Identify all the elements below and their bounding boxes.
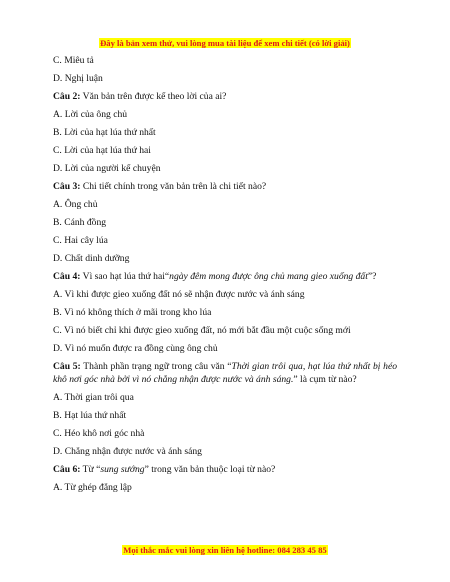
q4-option-b: B. Vì nó không thích ở mãi trong kho lúa <box>53 307 212 318</box>
question-4-text-end: ”? <box>367 271 377 282</box>
question-3-text: Chi tiết chính trong văn bản trên là chi tiết nào? <box>80 181 267 192</box>
question-2 <box>53 90 397 103</box>
q3-option-c: C. Hai cây lúa <box>53 235 108 246</box>
question-5-quote: Thời gian trôi qua, hạt lúa thứ nhất bị héo khô nơi góc nhà bởi vì nó chẳng nhận được nước và ánh sáng. <box>53 361 398 385</box>
q2-option-a: A. Lời của ông chủ <box>53 109 128 120</box>
preview-notice-text: Đây là bản xem thử, vui lòng mua tài liệu để xem chi tiết (có lời giải) <box>100 38 350 48</box>
question-6-text-end: ” trong văn bản thuộc loại từ nào? <box>144 464 276 475</box>
q5-option-d: D. Chẳng nhận được nước và ánh sáng <box>53 446 202 457</box>
q3-option-d: D. Chất dinh dưỡng <box>53 253 130 264</box>
q4-option-d: D. Vì nó muốn được ra đồng cùng ông chủ <box>53 343 218 354</box>
q5-option-b: B. Hạt lúa thứ nhất <box>53 410 127 421</box>
preview-notice-banner <box>0 38 450 48</box>
q2-option-b: B. Lời của hạt lúa thứ nhất <box>53 127 156 138</box>
q5-option-c: C. Héo khô nơi góc nhà <box>53 428 145 439</box>
option-prev-c: C. Miêu tả <box>53 55 94 66</box>
question-5 <box>53 360 397 386</box>
q3-option-b: B. Cánh đồng <box>53 217 107 228</box>
question-3-label: Câu 3: <box>53 181 81 192</box>
q2-option-c: C. Lời của hạt lúa thứ hai <box>53 145 151 156</box>
question-5-label: Câu 5: <box>53 361 81 372</box>
option-prev-d: D. Nghị luận <box>53 73 103 84</box>
document-body <box>53 54 397 499</box>
question-4-label: Câu 4: <box>53 271 81 282</box>
question-6-text: Từ “ <box>80 464 101 475</box>
question-4 <box>53 270 397 283</box>
q3-option-a: A. Ông chủ <box>53 199 98 210</box>
question-6 <box>53 463 397 476</box>
hotline-banner <box>0 545 450 555</box>
question-3 <box>53 180 397 193</box>
question-6-quote: sung sướng <box>100 464 145 475</box>
question-6-label: Câu 6: <box>53 464 81 475</box>
question-5-text-end: ” là cụm từ nào? <box>293 374 357 385</box>
hotline-text: Mọi thắc mắc vui lòng xin liên hệ hotline: 084 283 45 85 <box>123 545 327 555</box>
q4-option-c: C. Vì nó biết chỉ khi được gieo xuống đất, nó mới bắt đầu một cuộc sống mới <box>53 325 351 336</box>
q5-option-a: A. Thời gian trôi qua <box>53 392 134 403</box>
question-4-quote: ngày đêm mong được ông chủ mang gieo xuống đất <box>169 271 368 282</box>
question-5-text: Thành phần trạng ngữ trong câu văn “ <box>80 361 232 372</box>
question-4-text: Vì sao hạt lúa thứ hai“ <box>80 271 170 282</box>
q2-option-d: D. Lời của người kể chuyện <box>53 163 161 174</box>
question-2-text: Văn bản trên được kể theo lời của ai? <box>80 91 227 102</box>
q6-option-a: A. Từ ghép đẳng lập <box>53 482 132 493</box>
q4-option-a: A. Vì khi được gieo xuống đất nó sẽ nhận được nước và ánh sáng <box>53 289 305 300</box>
question-2-label: Câu 2: <box>53 91 81 102</box>
